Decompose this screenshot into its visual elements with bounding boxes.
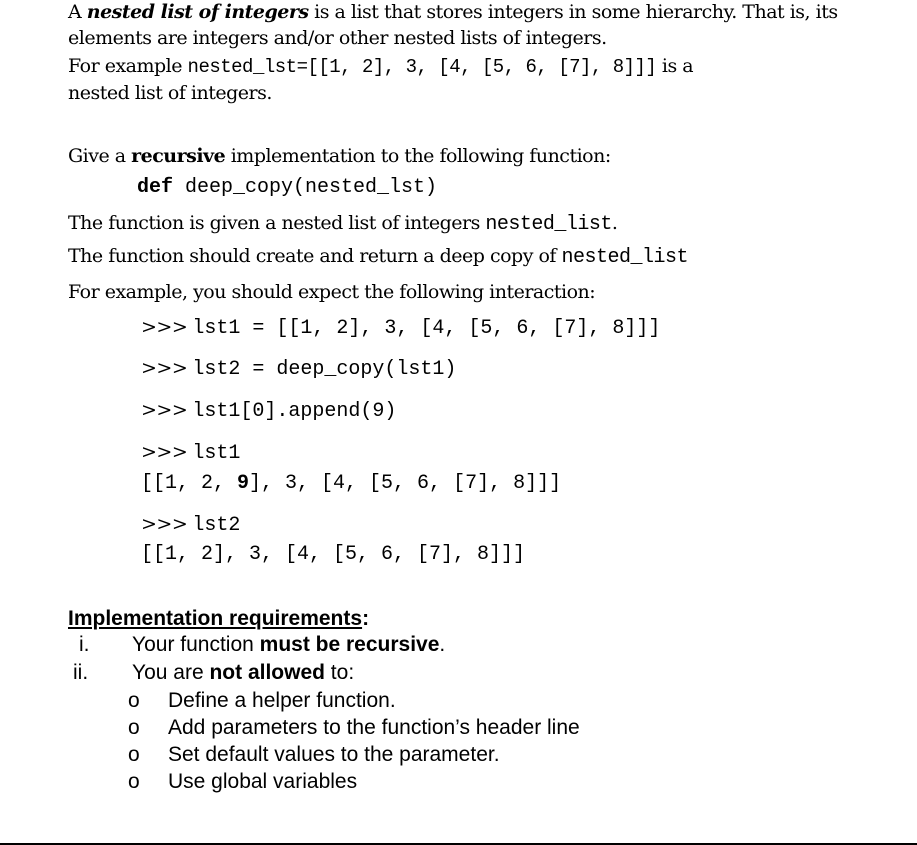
bullet-icon: o bbox=[128, 743, 140, 766]
task-line-1: Give a recursive implementation to the following function: bbox=[68, 145, 611, 167]
intro-line-3: For example nested_lst=[[1, 2], 3, [4, [5, 6, [7], 8]]] is a bbox=[68, 55, 694, 78]
roman-numeral: i. bbox=[79, 633, 90, 656]
interaction-line-3: >>> lst1[0].append(9) bbox=[141, 399, 397, 423]
interaction-output-5: [[1, 2], 3, [4, [5, 6, [7], 8]]] bbox=[141, 543, 526, 566]
intro-line-2: elements are integers and/or other nested lists of integers. bbox=[68, 27, 607, 49]
recursive-emphasis: recursive bbox=[131, 145, 226, 167]
interaction-line-1: >>> lst1 = [[1, 2], 3, [4, [5, 6, [7], 8]]] bbox=[141, 316, 661, 340]
intro-line-1: A nested list of integers is a list that stores integers in some hierarchy. That is, its bbox=[68, 1, 838, 23]
def-keyword: def bbox=[137, 176, 174, 199]
requirements-heading: Implementation requirements: bbox=[68, 607, 370, 630]
function-signature: def deep_copy(nested_lst) bbox=[137, 176, 438, 199]
task-line-3: The function should create and return a deep copy of nested_list bbox=[68, 245, 689, 269]
roman-numeral: ii. bbox=[73, 661, 89, 684]
bullet-icon: o bbox=[128, 770, 140, 793]
nested-list-term: nested list of integers bbox=[86, 1, 309, 23]
appended-value: 9 bbox=[237, 472, 250, 495]
example-code: nested_lst=[[1, 2], 3, [4, [5, 6, [7], 8]]] bbox=[187, 56, 657, 78]
interaction-output-4: [[1, 2, 9], 3, [4, [5, 6, [7], 8]]] bbox=[141, 472, 562, 495]
interaction-line-5: >>> lst2 bbox=[141, 513, 241, 537]
task-line-4: For example, you should expect the following interaction: bbox=[68, 281, 596, 303]
interaction-line-2: >>> lst2 = deep_copy(lst1) bbox=[141, 357, 457, 381]
interaction-line-4: >>> lst1 bbox=[141, 441, 241, 465]
bullet-icon: o bbox=[128, 689, 140, 712]
bullet-icon: o bbox=[128, 716, 140, 739]
intro-line-4: nested list of integers. bbox=[68, 82, 272, 104]
task-line-2: The function is given a nested list of integers nested_list. bbox=[68, 212, 618, 236]
